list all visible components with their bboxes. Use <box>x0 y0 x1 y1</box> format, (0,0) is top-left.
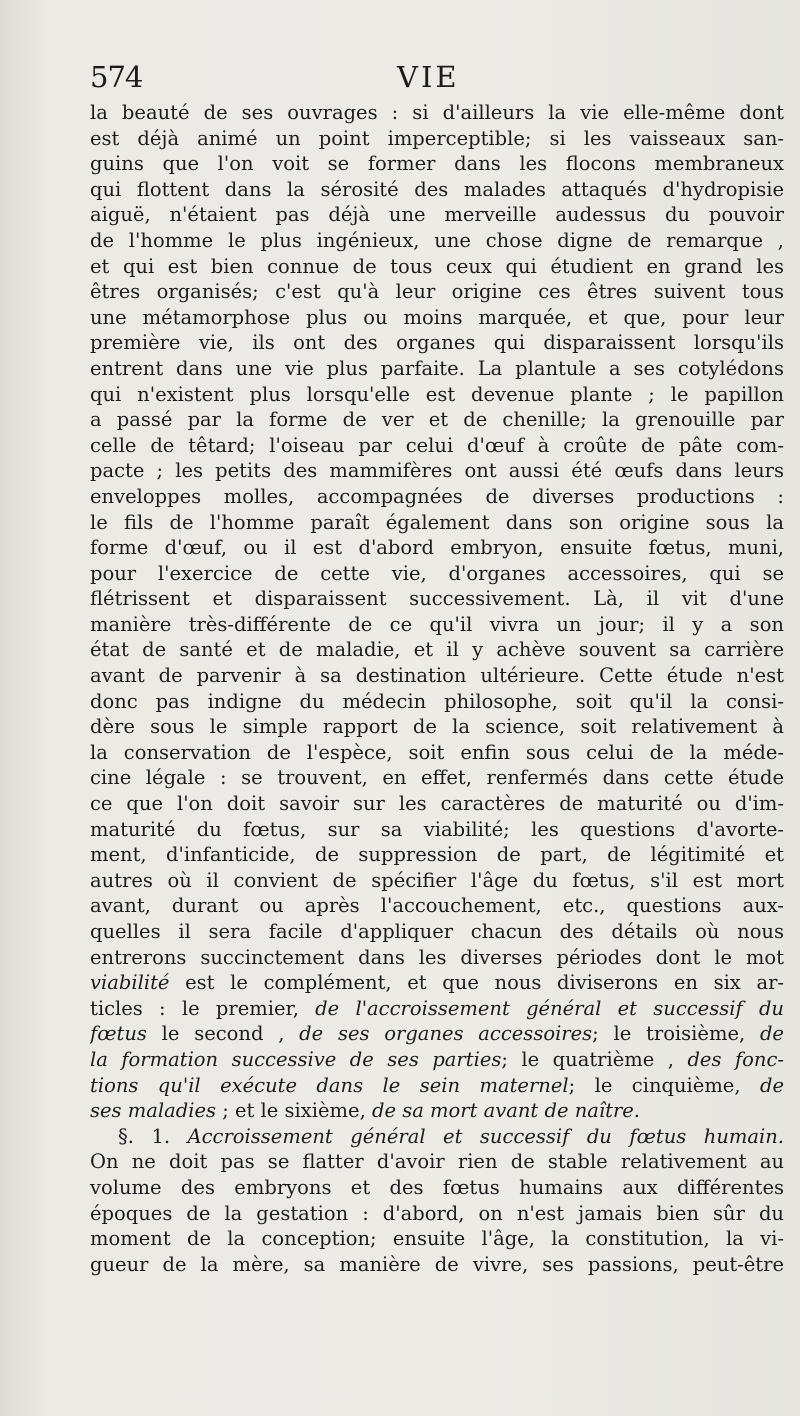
text-run: et qui est bien connue de tous ceux qui étudient en grand les <box>90 254 784 278</box>
text-line <box>90 1175 784 1201</box>
text-line <box>90 689 784 715</box>
text-run: une métamorphose plus ou moins marquée, et que, pour leur <box>90 305 784 329</box>
text-run: autres où il convient de spécifier l'âge du fœtus, s'il est mort <box>90 868 784 892</box>
text-line <box>90 1201 784 1227</box>
text-line <box>90 1149 784 1175</box>
text-line <box>90 330 784 356</box>
text-run: époques de la gestation : d'abord, on n'est jamais bien sûr du <box>90 1201 784 1225</box>
text-line <box>90 945 784 971</box>
text-run: entrent dans une vie plus parfaite. La plantule a ses cotylédons <box>90 356 784 380</box>
text-run: de l'homme le plus ingénieux, une chose digne de remarque , <box>90 228 784 252</box>
text-run: cine légale : se trouvent, en effet, renfermés dans cette étude <box>90 766 784 790</box>
text-line <box>90 535 784 561</box>
text-run: la conservation de l'espèce, soit enfin sous celui de la méde- <box>90 740 784 764</box>
text-run: flétrissent et disparaissent successivement. Là, il vit d'une <box>90 587 784 611</box>
text-line <box>90 996 784 1022</box>
text-line <box>90 510 784 536</box>
text-run: qui flottent dans la sérosité des malades attaqués d'hydropisie <box>90 177 784 201</box>
italic-text: Accroissement général et successif du fœtus humain. <box>187 1124 784 1148</box>
text-line <box>90 356 784 382</box>
text-line <box>90 382 784 408</box>
text-line <box>90 433 784 459</box>
text-run: donc pas indigne du médecin philosophe, soit qu'il la consi- <box>90 689 784 713</box>
text-line <box>90 126 784 152</box>
text-line <box>90 791 784 817</box>
text-line <box>90 893 784 919</box>
text-line <box>90 254 784 280</box>
text-run: est déjà animé un point imperceptible; si les vaisseaux san- <box>90 126 784 150</box>
text-line <box>90 586 784 612</box>
text-run: ; le cinquième, <box>568 1073 760 1097</box>
text-line <box>90 1098 784 1124</box>
text-line <box>90 1226 784 1252</box>
italic-text: fœtus <box>90 1022 147 1046</box>
text-run: dère sous le simple rapport de la science, soit relativement à <box>90 715 784 739</box>
text-run: forme d'œuf, ou il est d'abord embryon, ensuite fœtus, muni, <box>90 536 784 560</box>
italic-text: tions qu'il exécute dans le sein maternel <box>90 1073 569 1097</box>
running-title: VIE <box>397 60 460 94</box>
text-line <box>90 177 784 203</box>
text-line <box>90 1252 784 1278</box>
text-run: volume des embryons et des fœtus humains aux différentes <box>90 1175 784 1199</box>
text-run: celle de têtard; l'oiseau par celui d'œuf à croûte de pâte com- <box>90 433 784 457</box>
text-line <box>90 202 784 228</box>
section-heading-line <box>90 1124 784 1150</box>
text-line <box>90 561 784 587</box>
text-line <box>90 100 784 126</box>
italic-text: viabilité <box>90 971 170 995</box>
text-run: On ne doit pas se flatter d'avoir rien de stable relativement au <box>90 1150 784 1174</box>
text-line <box>90 228 784 254</box>
italic-text: des fonc- <box>687 1047 784 1071</box>
text-run: gueur de la mère, sa manière de vivre, ses passions, peut-être <box>90 1252 784 1276</box>
page-header <box>90 58 760 98</box>
text-run: pacte ; les petits des mammifères ont aussi été œufs dans leurs <box>90 459 784 483</box>
text-run: §. 1. <box>118 1124 188 1148</box>
text-run: ; le troisième, <box>592 1022 760 1046</box>
text-run: êtres organisés; c'est qu'à leur origine ces êtres suivent tous <box>90 280 784 304</box>
text-line <box>90 151 784 177</box>
text-line <box>90 612 784 638</box>
text-run: guins que l'on voit se former dans les flocons membraneux <box>90 152 784 176</box>
text-run: première vie, ils ont des organes qui disparaissent lorsqu'ils <box>90 331 784 355</box>
text-run: le second , <box>146 1022 300 1046</box>
text-line <box>90 637 784 663</box>
text-line <box>90 740 784 766</box>
text-line <box>90 765 784 791</box>
text-line <box>90 663 784 689</box>
text-run: ticles : le premier, <box>90 996 316 1020</box>
italic-text: de <box>759 1073 784 1097</box>
text-run: pour l'exercice de cette vie, d'organes accessoires, qui se <box>90 561 784 585</box>
text-run: entrerons succinctement dans les diverses périodes dont le mot <box>90 945 784 969</box>
text-run: ; le quatrième , <box>501 1047 688 1071</box>
text-line <box>90 714 784 740</box>
body-text <box>90 100 784 1277</box>
italic-text: de l'accroissement général et successif du <box>315 996 784 1020</box>
text-run: qui n'existent plus lorsqu'elle est devenue plante ; le papillon <box>90 382 784 406</box>
text-line <box>90 842 784 868</box>
text-line <box>90 868 784 894</box>
italic-text: de ses organes accessoires <box>299 1022 593 1046</box>
text-run: est le complément, et que nous diviserons en six ar- <box>169 971 784 995</box>
text-run: le fils de l'homme paraît également dans son origine sous la <box>90 510 784 534</box>
text-line <box>90 970 784 996</box>
text-run: quelles il sera facile d'appliquer chacun des détails où nous <box>90 920 784 943</box>
text-run: état de santé et de maladie, et il y achève souvent sa carrière <box>90 638 784 662</box>
text-run: avant, durant ou après l'accouchement, etc., questions aux- <box>90 894 784 918</box>
text-line <box>90 305 784 331</box>
text-line <box>90 817 784 843</box>
text-line <box>90 407 784 433</box>
text-run: ce que l'on doit savoir sur les caractères de maturité ou d'im- <box>90 792 784 816</box>
text-line <box>90 279 784 305</box>
italic-text: la formation successive de ses parties <box>90 1047 502 1071</box>
italic-text: de <box>759 1022 784 1046</box>
text-run: maturité du fœtus, sur sa viabilité; les questions d'avorte- <box>90 817 784 841</box>
text-run: ment, d'infanticide, de suppression de part, de légitimité et <box>90 843 784 867</box>
text-run: la beauté de ses ouvrages : si d'ailleurs la vie elle-même dont <box>90 101 784 124</box>
text-run: manière très-différente de ce qu'il vivra un jour; il y a son <box>90 612 784 636</box>
text-line <box>90 1073 784 1099</box>
text-line <box>90 458 784 484</box>
text-run: avant de parvenir à sa destination ultérieure. Cette étude n'est <box>90 664 784 688</box>
text-run: ; et le sixième, <box>216 1099 372 1123</box>
text-run: a passé par la forme de ver et de chenille; la grenouille par <box>90 408 784 432</box>
page-number: 574 <box>90 60 143 94</box>
text-line <box>90 484 784 510</box>
italic-text: ses maladies <box>90 1099 216 1123</box>
text-line <box>90 1047 784 1073</box>
text-run: moment de la conception; ensuite l'âge, la constitution, la vi- <box>90 1227 784 1251</box>
text-line <box>90 1021 784 1047</box>
italic-text: de sa mort avant de naître. <box>371 1099 641 1123</box>
text-line <box>90 919 784 945</box>
text-run: aiguë, n'étaient pas déjà une merveille audessus du pouvoir <box>90 203 784 227</box>
text-run: enveloppes molles, accompagnées de diverses productions : <box>90 484 784 508</box>
